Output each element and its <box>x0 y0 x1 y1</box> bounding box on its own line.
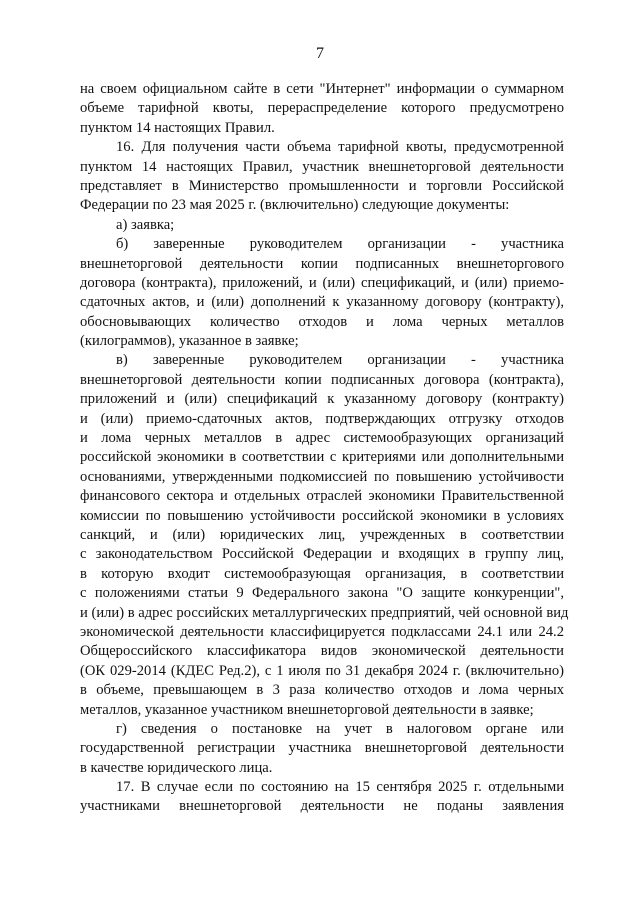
text-line: санкций, и (или) юридических лиц, учрежденных в соответствии <box>80 526 564 543</box>
text-line: пунктом 14 настоящих Правил, участник внешнеторговой деятельности <box>80 158 564 175</box>
page-number: 7 <box>316 45 324 62</box>
text-line: металлов, указанное участником внешнеторговой деятельности в заявке; <box>80 701 534 718</box>
text-line: государственной регистрации участника внешнеторговой деятельности <box>80 740 564 757</box>
text-line: в объеме, превышающем в 3 раза количество отходов и лома черных <box>80 682 564 699</box>
text-line: приложений и (или) спецификаций к указанному договору (контракту) <box>80 391 564 408</box>
text-line: внешнеторговой деятельности копии подписанных внешнеторгового <box>80 255 564 272</box>
text-line: в качестве юридического лица. <box>80 759 273 776</box>
text-line: внешнеторговой деятельности копии подписанных договора (контракта), <box>80 371 564 388</box>
text-line: г) сведения о постановке на учет в налоговом органе или <box>116 720 564 737</box>
text-line: в) заверенные руководителем организации - участника <box>116 352 564 369</box>
text-line: (ОК 029-2014 (КДЕС Ред.2), с 1 июля по 31 декабря 2024 г. (включительно) <box>80 662 564 679</box>
text-line: б) заверенные руководителем организации - участника <box>116 236 564 253</box>
text-line: на своем официальном сайте в сети "Интернет" информации о суммарном <box>80 81 564 97</box>
text-line: 16. Для получения части объема тарифной квоты, предусмотренной <box>116 139 564 156</box>
text-line: объеме тарифной квоты, перераспределение которого предусмотрено <box>80 100 564 117</box>
text-line: а) заявка; <box>116 216 175 233</box>
text-line: договора (контракта), приложений, и (или) спецификаций, и (или) приемо- <box>80 274 564 291</box>
text-line: экономической деятельности классифицируется подклассами 24.1 или 24.2 <box>80 623 564 640</box>
text-line: с законодательством Российской Федерации и входящих в группу лиц, <box>80 546 564 563</box>
text-line: Общероссийского классификатора видов экономической деятельности <box>80 643 564 660</box>
text-line: основаниями, утвержденными подкомиссией по повышению устойчивости <box>80 468 564 485</box>
text-line: обосновывающих количество отходов и лома черных металлов <box>80 313 564 330</box>
text-line: и лома черных металлов в адрес системообразующих организаций <box>80 430 564 447</box>
text-line: в которую входит системообразующая организация, в соответствии <box>80 565 564 582</box>
text-line: участниками внешнеторговой деятельности не поданы заявления <box>80 798 564 815</box>
text-line: пунктом 14 настоящих Правил. <box>80 119 275 136</box>
text-line: комиссии по повышению устойчивости российской экономики в условиях <box>80 507 564 524</box>
text-line: сдаточных актов, и (или) дополнений к указанному договору (контракту), <box>80 294 564 311</box>
text-line: Федерации по 23 мая 2025 г. (включительно) следующие документы: <box>80 197 510 214</box>
text-line: и (или) в адрес российских металлургических предприятий, чей основной вид <box>80 604 569 621</box>
document-body <box>80 80 569 817</box>
text-line: с положениями статьи 9 Федерального закона "О защите конкуренции", <box>80 585 564 602</box>
text-line: и (или) приемо-сдаточных актов, подтверждающих отгрузку отходов <box>80 410 564 427</box>
text-line: представляет в Министерство промышленности и торговли Российской <box>80 177 564 194</box>
text-line: 17. В случае если по состоянию на 15 сентября 2025 г. отдельными <box>116 779 564 796</box>
text-line: российской экономики в соответствии с критериями или дополнительными <box>80 449 564 466</box>
text-line: (килограммов), указанное в заявке; <box>80 333 299 350</box>
text-line: финансового сектора и отдельных отраслей экономики Правительственной <box>80 488 564 505</box>
